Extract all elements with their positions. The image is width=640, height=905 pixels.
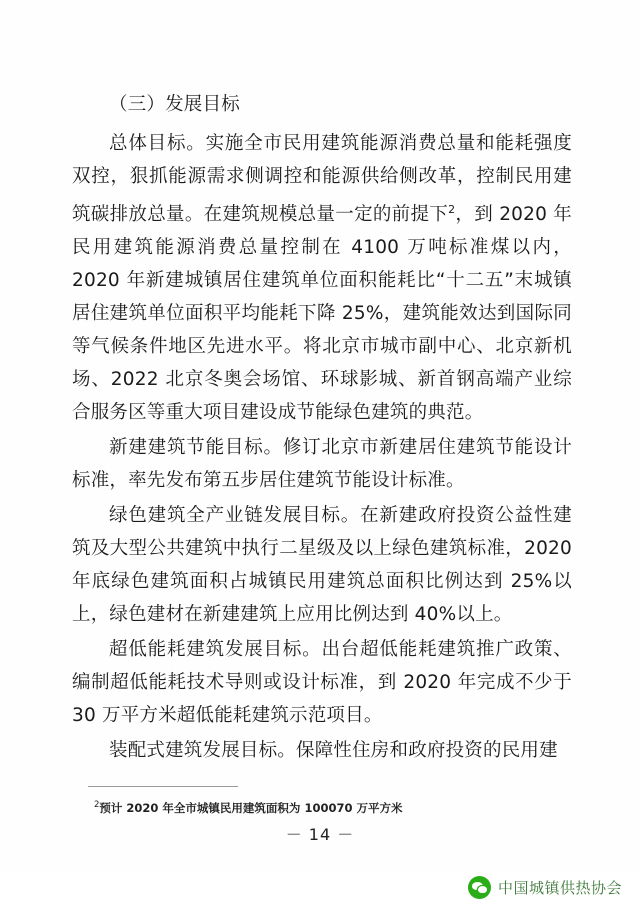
paragraph-green-building-industry-chain-goal: 绿色建筑全产业链发展目标。在新建政府投资公益性建筑及大型公共建筑中执行二星级及以上绿色建筑标准，2020 年底绿色建筑面积占城镇民用建筑总面积比例达到 25%以上，绿色建材在新建建筑上应用比例达到 40%以上。 xyxy=(72,505,572,626)
footnote-mark: 2 xyxy=(94,800,100,810)
footnote-divider xyxy=(88,786,238,787)
page-content xyxy=(72,88,572,769)
wechat-account-name: 中国城镇供热协会 xyxy=(497,879,622,897)
section-heading: （三）发展目标 xyxy=(109,94,240,115)
wechat-account[interactable] xyxy=(468,876,622,899)
footnote-reference-mark: 2 xyxy=(448,203,456,216)
paragraph-overall-goal-text-1: 总体目标。实施全市民用建筑能源消费总量和能耗强度双控，狠抓能源需求侧调控和能源供给侧改革，控制民用建筑碳排放总量。在建筑规模总量一定的前提下 xyxy=(72,133,572,226)
paragraph-overall-goal-text-2: ，到 2020 年民用建筑能源消费总量控制在 4100 万吨标准煤以内，2020 年新建城镇居住建筑单位面积能耗比“十二五”末城镇居住建筑单位面积平均能耗下降 25%，建筑能效达到国际同等气候条件地区先进水平。将北京市城市副中心、北京新机场、2022 北京冬奥会场馆、环球影城、新首钢高端产业综合服务区等重大项目建设成节能绿色建筑的典范。 xyxy=(72,204,572,424)
wechat-icon xyxy=(468,876,491,899)
page-number: － 14 － xyxy=(285,825,355,844)
footnote xyxy=(94,796,564,817)
paragraph-new-building-energy-saving-goal: 新建建筑节能目标。修订北京市新建居住建筑节能设计标准，率先发布第五步居住建筑节能设计标准。 xyxy=(72,437,572,492)
footnote-text: 预计 2020 年全市城镇民用建筑面积为 100070 万平方米 xyxy=(99,800,403,815)
paragraph-ultra-low-energy-building-goal: 超低能耗建筑发展目标。出台超低能耗建筑推广政策、编制超低能耗技术导则或设计标准，到 2020 年完成不少于 30 万平方米超低能耗建筑示范项目。 xyxy=(72,639,572,727)
paragraph-prefabricated-building-goal: 装配式建筑发展目标。保障性住房和政府投资的民用建 xyxy=(109,740,558,762)
paragraph-overall-goal xyxy=(72,127,572,429)
